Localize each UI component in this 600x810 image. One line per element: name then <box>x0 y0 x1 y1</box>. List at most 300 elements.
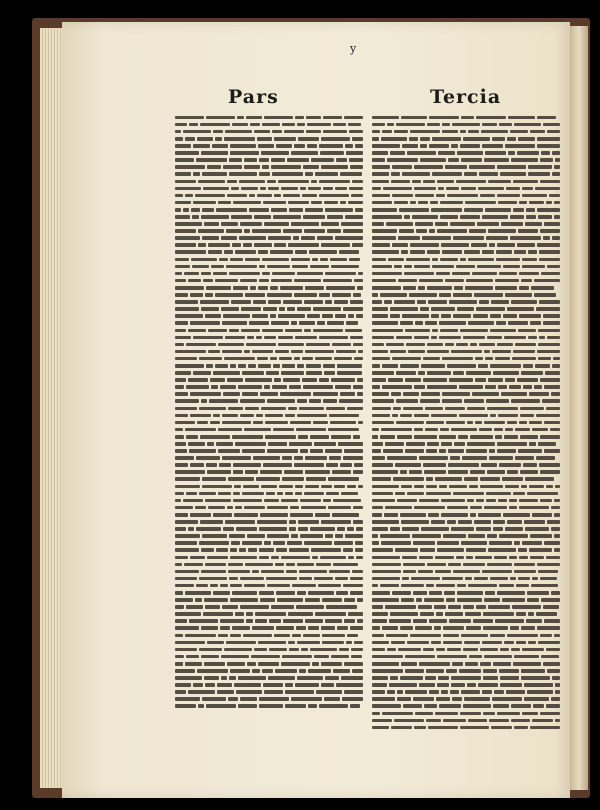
word-mark <box>283 229 302 233</box>
word-mark <box>372 527 388 531</box>
word-mark <box>402 556 417 560</box>
word-mark <box>550 428 560 432</box>
word-mark <box>274 137 296 141</box>
text-line <box>175 284 367 291</box>
word-mark <box>507 421 517 425</box>
text-line <box>175 306 367 313</box>
word-mark <box>536 456 555 460</box>
word-mark <box>460 215 480 219</box>
word-mark <box>372 456 385 460</box>
word-mark <box>215 279 238 283</box>
word-mark <box>192 215 199 219</box>
word-mark <box>289 442 312 446</box>
word-mark <box>543 236 550 240</box>
word-mark <box>495 279 519 283</box>
word-mark <box>175 279 186 283</box>
word-mark <box>520 470 538 474</box>
word-mark <box>260 513 288 517</box>
word-mark <box>253 300 266 304</box>
word-mark <box>541 655 559 659</box>
word-mark <box>547 669 560 673</box>
word-mark <box>483 612 514 616</box>
word-mark <box>416 598 422 602</box>
word-mark <box>465 201 496 205</box>
word-mark <box>439 321 466 325</box>
word-mark <box>175 563 182 567</box>
word-mark <box>425 321 437 325</box>
word-mark <box>212 144 228 148</box>
word-mark <box>511 719 530 723</box>
word-mark <box>507 634 538 638</box>
word-mark <box>465 612 481 616</box>
word-mark <box>540 499 552 503</box>
word-mark <box>388 258 404 262</box>
word-mark <box>461 634 488 638</box>
word-mark <box>441 442 452 446</box>
word-mark <box>449 378 473 382</box>
word-mark <box>282 123 295 127</box>
word-mark <box>372 697 395 701</box>
word-mark <box>524 520 545 524</box>
word-mark <box>372 626 380 630</box>
word-mark <box>504 336 526 340</box>
word-mark <box>175 612 201 616</box>
text-line <box>372 696 564 703</box>
word-mark <box>497 442 527 446</box>
text-line <box>372 277 564 284</box>
word-mark <box>400 364 419 368</box>
word-mark <box>539 336 545 340</box>
word-mark <box>267 265 290 269</box>
word-mark <box>478 364 488 368</box>
word-mark <box>436 272 450 276</box>
word-mark <box>175 364 204 368</box>
word-mark <box>476 307 505 311</box>
text-line <box>175 525 367 532</box>
word-mark <box>175 641 205 645</box>
word-mark <box>505 144 535 148</box>
word-mark <box>420 307 429 311</box>
word-mark <box>540 712 560 716</box>
word-mark <box>480 194 495 198</box>
word-mark <box>372 314 388 318</box>
text-line <box>175 199 367 206</box>
word-mark <box>304 492 324 496</box>
word-mark <box>188 690 215 694</box>
word-mark <box>483 676 498 680</box>
word-mark <box>295 492 302 496</box>
word-mark <box>198 180 225 184</box>
word-mark <box>395 463 421 467</box>
word-mark <box>311 158 334 162</box>
word-mark <box>410 243 439 247</box>
word-mark <box>552 151 560 155</box>
text-line <box>372 554 564 561</box>
word-mark <box>538 329 560 333</box>
word-mark <box>259 172 270 176</box>
word-mark <box>238 385 262 389</box>
word-mark <box>268 676 295 680</box>
word-mark <box>372 470 398 474</box>
word-mark <box>426 669 444 673</box>
word-mark <box>447 506 468 510</box>
word-mark <box>331 378 355 382</box>
word-mark <box>386 343 404 347</box>
word-mark <box>372 236 396 240</box>
word-mark <box>388 378 403 382</box>
text-line <box>175 575 367 582</box>
word-mark <box>195 506 206 510</box>
word-mark <box>510 577 516 581</box>
word-mark <box>297 307 311 311</box>
word-mark <box>175 187 201 191</box>
text-line <box>372 533 564 540</box>
word-mark <box>511 704 531 708</box>
text-line <box>372 142 564 149</box>
word-mark <box>273 215 301 219</box>
word-mark <box>452 697 462 701</box>
word-mark <box>414 165 443 169</box>
word-mark <box>539 300 560 304</box>
word-mark <box>513 208 524 212</box>
word-mark <box>474 520 491 524</box>
word-mark <box>304 300 323 304</box>
word-mark <box>254 215 271 219</box>
word-mark <box>358 350 363 354</box>
word-mark <box>401 116 427 120</box>
word-mark <box>244 350 250 354</box>
word-mark <box>419 499 439 503</box>
word-mark <box>409 293 437 297</box>
word-mark <box>175 442 186 446</box>
word-mark <box>356 527 363 531</box>
word-mark <box>231 300 251 304</box>
word-mark <box>537 350 560 354</box>
word-mark <box>451 683 465 687</box>
word-mark <box>437 541 459 545</box>
word-mark <box>354 279 363 283</box>
word-mark <box>175 598 193 602</box>
word-mark <box>392 243 408 247</box>
word-mark <box>554 534 560 538</box>
word-mark <box>227 506 233 510</box>
word-mark <box>535 364 550 368</box>
word-mark <box>267 399 295 403</box>
word-mark <box>252 229 281 233</box>
word-mark <box>321 485 332 489</box>
word-mark <box>504 435 518 439</box>
word-mark <box>538 570 558 574</box>
word-mark <box>218 201 231 205</box>
word-mark <box>358 485 363 489</box>
word-mark <box>200 435 230 439</box>
word-mark <box>224 250 233 254</box>
word-mark <box>268 300 281 304</box>
word-mark <box>509 506 517 510</box>
word-mark <box>227 662 245 666</box>
word-mark <box>387 158 418 162</box>
word-mark <box>490 414 496 418</box>
word-mark <box>296 428 326 432</box>
word-mark <box>436 648 445 652</box>
word-mark <box>338 442 363 446</box>
word-mark <box>551 591 560 595</box>
word-mark <box>252 570 259 574</box>
word-mark <box>538 641 560 645</box>
word-mark <box>343 456 363 460</box>
word-mark <box>372 392 389 396</box>
text-line <box>175 327 367 334</box>
word-mark <box>348 314 354 318</box>
word-mark <box>292 265 308 269</box>
word-mark <box>332 513 359 517</box>
word-mark <box>547 265 560 269</box>
word-mark <box>483 626 508 630</box>
word-mark <box>432 265 454 269</box>
word-mark <box>175 449 187 453</box>
word-mark <box>298 435 308 439</box>
word-mark <box>449 619 471 623</box>
word-mark <box>530 534 552 538</box>
word-mark <box>412 534 441 538</box>
word-mark <box>453 314 471 318</box>
word-mark <box>487 470 505 474</box>
word-mark <box>541 272 560 276</box>
word-mark <box>232 243 241 247</box>
word-mark <box>205 683 215 687</box>
word-mark <box>457 591 483 595</box>
word-mark <box>213 130 223 134</box>
word-mark <box>278 314 305 318</box>
word-mark <box>372 364 380 368</box>
text-line <box>372 440 564 447</box>
word-mark <box>202 477 226 481</box>
word-mark <box>353 385 363 389</box>
word-mark <box>427 371 451 375</box>
word-mark <box>269 648 287 652</box>
word-mark <box>484 598 500 602</box>
word-mark <box>310 435 329 439</box>
word-mark <box>295 116 304 120</box>
word-mark <box>175 655 184 659</box>
word-mark <box>400 321 413 325</box>
word-mark <box>352 180 363 184</box>
word-mark <box>341 222 363 226</box>
word-mark <box>297 364 304 368</box>
word-mark <box>498 385 507 389</box>
word-mark <box>446 421 465 425</box>
word-mark <box>442 123 450 127</box>
word-mark <box>414 428 423 432</box>
word-mark <box>350 165 363 169</box>
word-mark <box>241 307 261 311</box>
word-mark <box>372 151 388 155</box>
word-mark <box>210 421 220 425</box>
word-mark <box>344 449 363 453</box>
word-mark <box>326 407 345 411</box>
word-mark <box>431 641 441 645</box>
word-mark <box>372 683 387 687</box>
word-mark <box>481 463 497 467</box>
word-mark <box>456 180 486 184</box>
word-mark <box>464 477 478 481</box>
word-mark <box>519 286 529 290</box>
word-mark <box>500 648 509 652</box>
text-line <box>175 298 367 305</box>
word-mark <box>372 641 389 645</box>
word-mark <box>510 130 528 134</box>
word-mark <box>330 258 347 262</box>
word-mark <box>273 428 294 432</box>
word-mark <box>447 648 461 652</box>
word-mark <box>461 158 482 162</box>
word-mark <box>283 378 300 382</box>
word-mark <box>259 527 287 531</box>
word-mark <box>509 499 517 503</box>
word-mark <box>537 563 560 567</box>
word-mark <box>252 350 273 354</box>
word-mark <box>497 165 526 169</box>
word-mark <box>527 492 558 496</box>
word-mark <box>207 165 221 169</box>
word-mark <box>279 485 293 489</box>
word-mark <box>470 513 476 517</box>
word-mark <box>418 201 428 205</box>
word-mark <box>210 584 218 588</box>
word-mark <box>288 201 309 205</box>
word-mark <box>251 655 280 659</box>
word-mark <box>256 414 263 418</box>
word-mark <box>331 265 359 269</box>
word-mark <box>372 165 390 169</box>
word-mark <box>326 463 338 467</box>
word-mark <box>522 712 538 716</box>
word-mark <box>439 485 447 489</box>
word-mark <box>439 435 456 439</box>
word-mark <box>188 442 205 446</box>
word-mark <box>484 350 490 354</box>
word-mark <box>230 548 237 552</box>
word-mark <box>224 137 255 141</box>
word-mark <box>456 556 464 560</box>
word-mark <box>259 591 274 595</box>
word-mark <box>217 690 234 694</box>
word-mark <box>540 435 560 439</box>
word-mark <box>344 116 363 120</box>
word-mark <box>419 662 450 666</box>
word-mark <box>531 584 558 588</box>
word-mark <box>198 704 204 708</box>
word-mark <box>372 669 403 673</box>
word-mark <box>238 364 246 368</box>
word-mark <box>510 215 524 219</box>
word-mark <box>493 527 503 531</box>
word-mark <box>414 336 429 340</box>
word-mark <box>510 626 519 630</box>
word-mark <box>322 634 345 638</box>
word-mark <box>554 201 560 205</box>
word-mark <box>427 123 440 127</box>
word-mark <box>542 399 560 403</box>
word-mark <box>427 563 446 567</box>
word-mark <box>441 243 469 247</box>
text-line <box>372 391 564 398</box>
word-mark <box>354 357 363 361</box>
word-mark <box>540 158 553 162</box>
word-mark <box>475 556 492 560</box>
word-mark <box>315 513 330 517</box>
text-line <box>372 490 564 497</box>
word-mark <box>249 321 269 325</box>
text-line <box>372 419 564 426</box>
word-mark <box>372 442 383 446</box>
word-mark <box>254 648 267 652</box>
word-mark <box>262 123 280 127</box>
word-mark <box>242 392 258 396</box>
word-mark <box>473 619 493 623</box>
word-mark <box>544 541 560 545</box>
word-mark <box>474 293 503 297</box>
word-mark <box>230 584 242 588</box>
word-mark <box>317 321 325 325</box>
word-mark <box>437 655 467 659</box>
word-mark <box>329 414 359 418</box>
word-mark <box>342 697 363 701</box>
word-mark <box>314 577 333 581</box>
word-mark <box>357 619 363 623</box>
word-mark <box>235 612 244 616</box>
word-mark <box>423 357 440 361</box>
word-mark <box>300 187 306 191</box>
word-mark <box>428 726 458 730</box>
word-mark <box>175 470 205 474</box>
word-mark <box>465 662 478 666</box>
word-mark <box>546 556 560 560</box>
word-mark <box>291 258 310 262</box>
text-line <box>175 185 367 192</box>
word-mark <box>453 371 464 375</box>
word-mark <box>350 704 360 708</box>
word-mark <box>426 492 451 496</box>
word-mark <box>192 265 209 269</box>
word-mark <box>518 577 530 581</box>
word-mark <box>259 279 269 283</box>
word-mark <box>334 357 352 361</box>
word-mark <box>236 690 262 694</box>
word-mark <box>198 243 206 247</box>
word-mark <box>516 612 526 616</box>
text-line <box>175 533 367 540</box>
text-line <box>372 632 564 639</box>
word-mark <box>372 726 389 730</box>
text-line <box>372 433 564 440</box>
word-mark <box>435 556 454 560</box>
word-mark <box>290 506 299 510</box>
word-mark <box>427 350 449 354</box>
word-mark <box>431 336 437 340</box>
word-mark <box>547 520 560 524</box>
word-mark <box>372 293 378 297</box>
word-mark <box>418 605 432 609</box>
word-mark <box>529 485 544 489</box>
text-line <box>372 256 564 263</box>
word-mark <box>460 258 466 262</box>
word-mark <box>295 250 307 254</box>
word-mark <box>357 598 363 602</box>
word-mark <box>303 634 320 638</box>
word-mark <box>441 690 448 694</box>
word-mark <box>228 407 243 411</box>
